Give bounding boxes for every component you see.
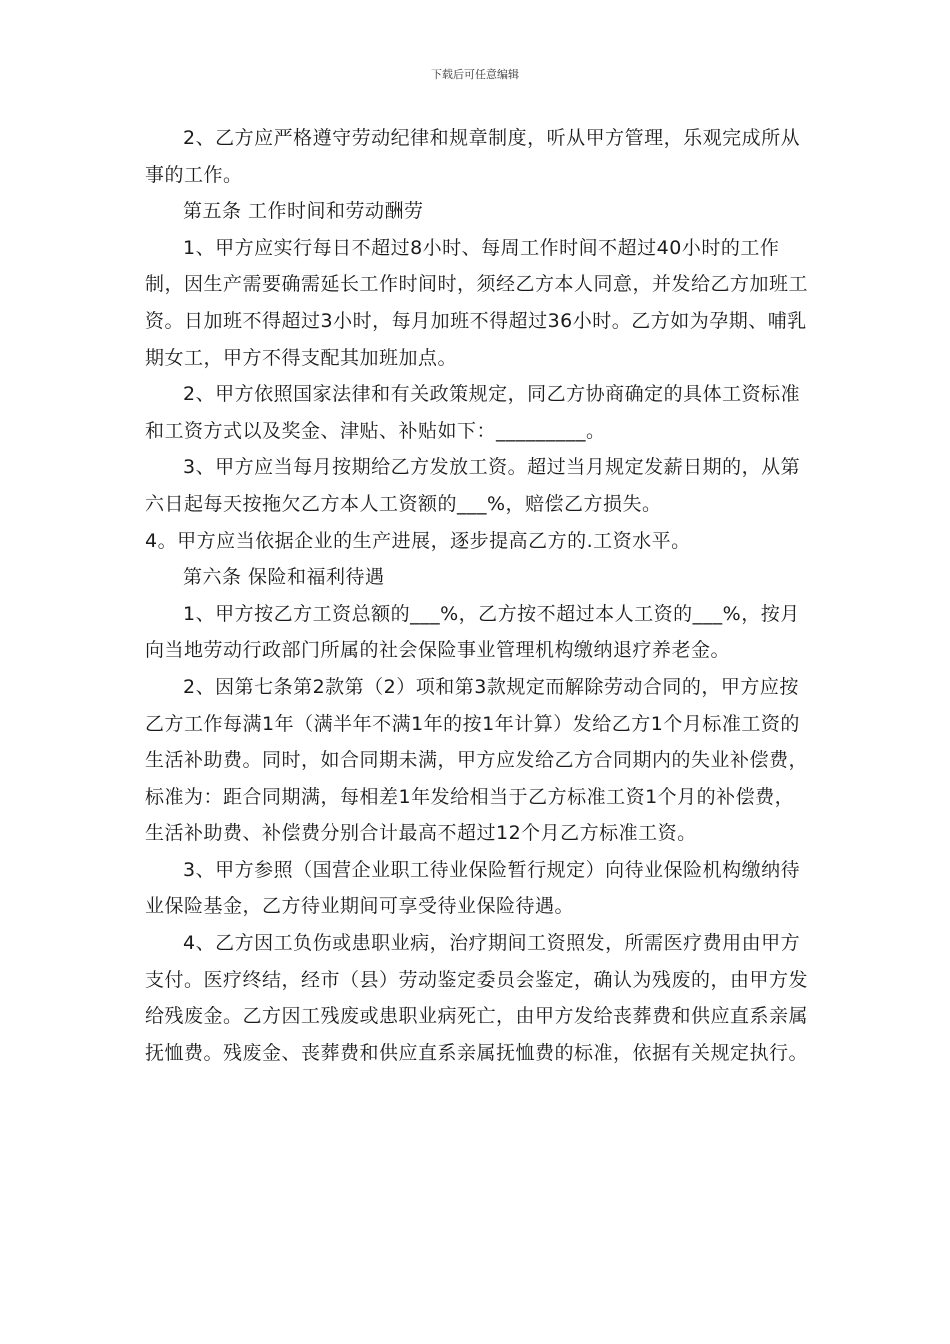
document-body [145, 120, 813, 1071]
paragraph-clause-5-item-2: 2、甲方依照国家法律和有关政策规定，同乙方协商确定的具体工资标准和工资方式以及奖金、津贴、补贴如下：_________。 [145, 383, 801, 442]
section-heading-article-5: 第五条 工作时间和劳动酬劳 [183, 200, 424, 223]
paragraph-clause-5-item-3: 3、甲方应当每月按期给乙方发放工资。超过当月规定发薪日期的，从第六日起每天按拖欠乙方本人工资额的___%，赔偿乙方损失。 [145, 456, 801, 515]
paragraph-clause-5-item-4: 4。甲方应当依据企业的生产进展，逐步提高乙方的.工资水平。 [145, 529, 691, 552]
paragraph-clause-6-item-4: 4、乙方因工负伤或患职业病，治疗期间工资照发，所需医疗费用由甲方支付。医疗终结，经市（县）劳动鉴定委员会鉴定，确认为残废的，由甲方发给残废金。乙方因工残废或患职业病死亡，由甲方发给丧葬费和供应直系亲属抚恤费。残废金、丧葬费和供应直系亲属抚恤费的标准，依据有关规定执行。 [145, 932, 809, 1064]
paragraph-clause-6-item-1: 1、甲方按乙方工资总额的___%，乙方按不超过本人工资的___%，按月向当地劳动行政部门所属的社会保险事业管理机构缴纳退疗养老金。 [145, 602, 800, 662]
page-header: 下载后可任意编辑 [431, 68, 519, 81]
paragraph-clause-6-item-3: 3、甲方参照（国营企业职工待业保险暂行规定）向待业保险机构缴纳待业保险基金，乙方待业期间可享受待业保险待遇。 [145, 858, 801, 918]
paragraph-clause-6-item-2: 2、因第七条第2款第（2）项和第3款规定而解除劳动合同的，甲方应按乙方工作每满1年（满半年不满1年的按1年计算）发给乙方1个月标准工资的生活补助费。同时，如合同期未满，甲方应发给乙方合同期内的失业补偿费，标准为：距合同期满，每相差1年发给相当于乙方标准工资1个月的补偿费，生活补助费、补偿费分别合计最高不超过12个月乙方标准工资。 [145, 675, 809, 845]
paragraph-clause-4-item-2: 2、乙方应严格遵守劳动纪律和规章制度，听从甲方管理，乐观完成所从事的工作。 [145, 127, 801, 186]
paragraph-clause-5-item-1: 1、甲方应实行每日不超过8小时、每周工作时间不超过40小时的工作制，因生产需要确需延长工作时间时，须经乙方本人同意，并发给乙方加班工资。日加班不得超过3小时，每月加班不得超过36小时。乙方如为孕期、哺乳期女工，甲方不得支配其加班加点。 [145, 236, 809, 369]
section-heading-article-6: 第六条 保险和福利待遇 [183, 566, 385, 589]
